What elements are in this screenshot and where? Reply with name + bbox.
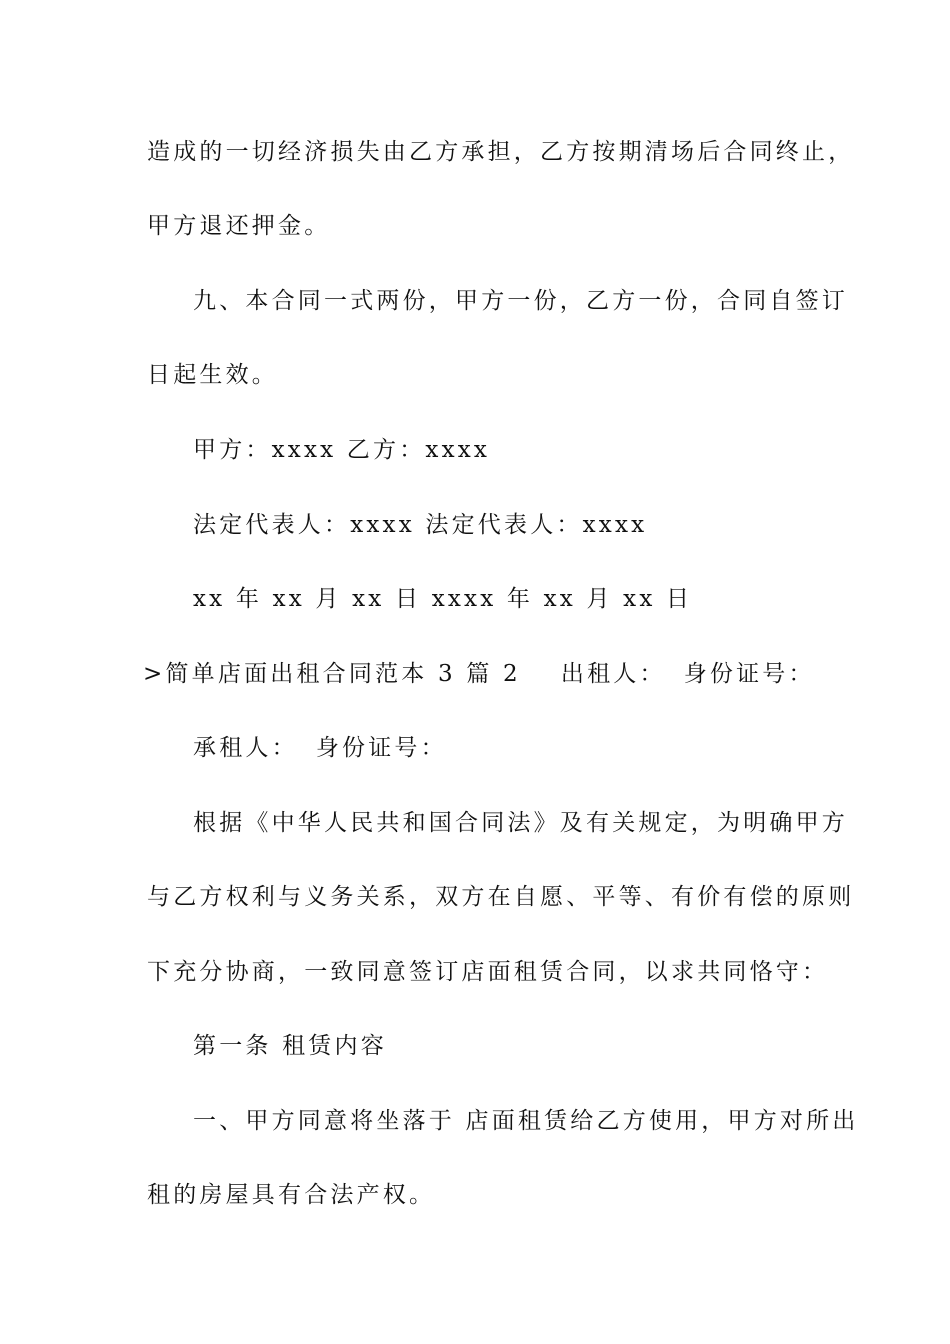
section-title: >简单店面出租合同范本 3 篇 2	[143, 661, 521, 687]
paragraph-line: 与乙方权利与义务关系，双方在自愿、平等、有价有偿的原则	[147, 884, 855, 910]
paragraph-line: 甲方退还押金。	[147, 213, 331, 239]
lessee-id-label: 身份证号：	[315, 735, 447, 761]
legal-representative-line: 法定代表人：xxxx 法定代表人：xxxx	[193, 512, 648, 538]
paragraph-line: 下充分协商，一致同意签订店面租赁合同，以求共同恪守：	[147, 959, 829, 985]
lessor-id-label: 身份证号：	[683, 661, 815, 687]
lessee-line	[193, 728, 827, 768]
section-heading-line	[143, 654, 843, 694]
lessor-label: 出租人：	[560, 661, 666, 687]
paragraph-line: 造成的一切经济损失由乙方承担，乙方按期清场后合同终止，	[147, 139, 855, 165]
paragraph-line: 租的房屋具有合法产权。	[147, 1182, 436, 1208]
clause-one-line: 一、甲方同意将坐落于 店面租赁给乙方使用，甲方对所出	[193, 1108, 859, 1134]
clause-nine-line: 九、本合同一式两份，甲方一份，乙方一份，合同自签订	[193, 288, 848, 314]
date-line: xx 年 xx 月 xx 日 xxxx 年 xx 月 xx 日	[193, 586, 693, 612]
party-names-line: 甲方：xxxx 乙方：xxxx	[193, 437, 491, 463]
lessee-label: 承租人：	[193, 735, 298, 761]
preamble-line: 根据《中华人民共和国合同法》及有关规定，为明确甲方	[193, 810, 848, 836]
article-one-heading: 第一条 租赁内容	[193, 1033, 387, 1059]
paragraph-line: 日起生效。	[147, 362, 278, 388]
